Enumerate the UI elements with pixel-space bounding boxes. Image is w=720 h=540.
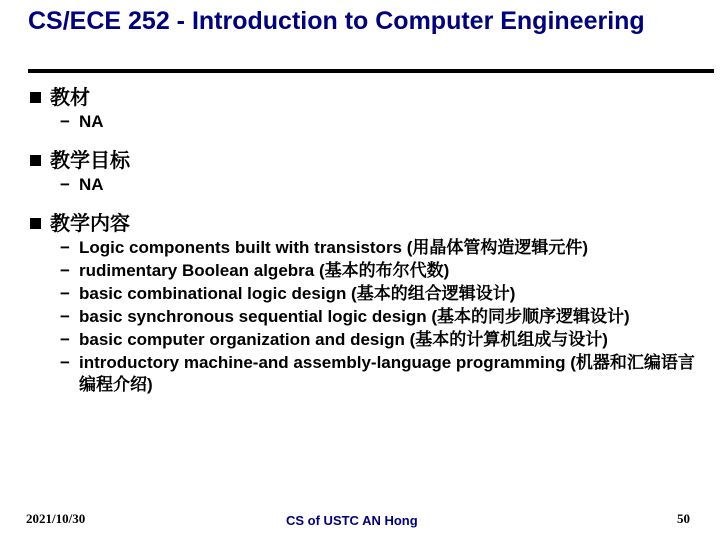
- page-number: 50: [677, 511, 690, 526]
- list-item: [28, 329, 698, 351]
- list-item-text: NA: [79, 112, 104, 131]
- dash-bullet-icon: −: [60, 175, 70, 194]
- list-item: [28, 306, 698, 328]
- section-heading-content: [28, 212, 698, 236]
- list-item: [28, 260, 698, 282]
- list-item: [28, 174, 698, 196]
- section-heading-label: 教材: [50, 87, 90, 109]
- list-item: [28, 237, 698, 259]
- footer-date: 2021/10/30: [26, 511, 86, 526]
- dash-bullet-icon: −: [60, 238, 70, 257]
- list-item-text: rudimentary Boolean algebra (基本的布尔代数): [79, 261, 450, 280]
- dash-bullet-icon: −: [60, 112, 70, 131]
- section-heading-label: 教学内容: [50, 213, 130, 235]
- list-item-text: basic combinational logic design (基本的组合逻辑设计): [79, 284, 516, 303]
- list-item-text: basic synchronous sequential logic design (基本的同步顺序逻辑设计): [79, 307, 630, 326]
- list-item: [28, 111, 698, 133]
- section-heading-label: 教学目标: [50, 150, 130, 172]
- list-item-text: introductory machine-and assembly-language programming (机器和汇编语言编程介绍): [79, 353, 695, 394]
- square-bullet-icon: [30, 155, 41, 166]
- slide-content: [28, 82, 698, 396]
- list-item: [28, 352, 698, 396]
- title-divider: [28, 69, 714, 73]
- dash-bullet-icon: −: [60, 261, 70, 280]
- dash-bullet-icon: −: [60, 284, 70, 303]
- list-item-text: basic computer organization and design (基本的计算机组成与设计): [79, 330, 608, 349]
- dash-bullet-icon: −: [60, 353, 70, 372]
- section-heading-textbook: [28, 86, 698, 110]
- slide-title: CS/ECE 252 - Introduction to Computer Engineering: [28, 7, 645, 35]
- list-item-text: Logic components built with transistors (用晶体管构造逻辑元件): [79, 238, 589, 257]
- list-item-text: NA: [79, 175, 104, 194]
- dash-bullet-icon: −: [60, 307, 70, 326]
- list-item: [28, 283, 698, 305]
- footer-author: CS of USTC AN Hong: [286, 513, 418, 528]
- section-heading-objectives: [28, 149, 698, 173]
- square-bullet-icon: [30, 218, 41, 229]
- dash-bullet-icon: −: [60, 330, 70, 349]
- square-bullet-icon: [30, 92, 41, 103]
